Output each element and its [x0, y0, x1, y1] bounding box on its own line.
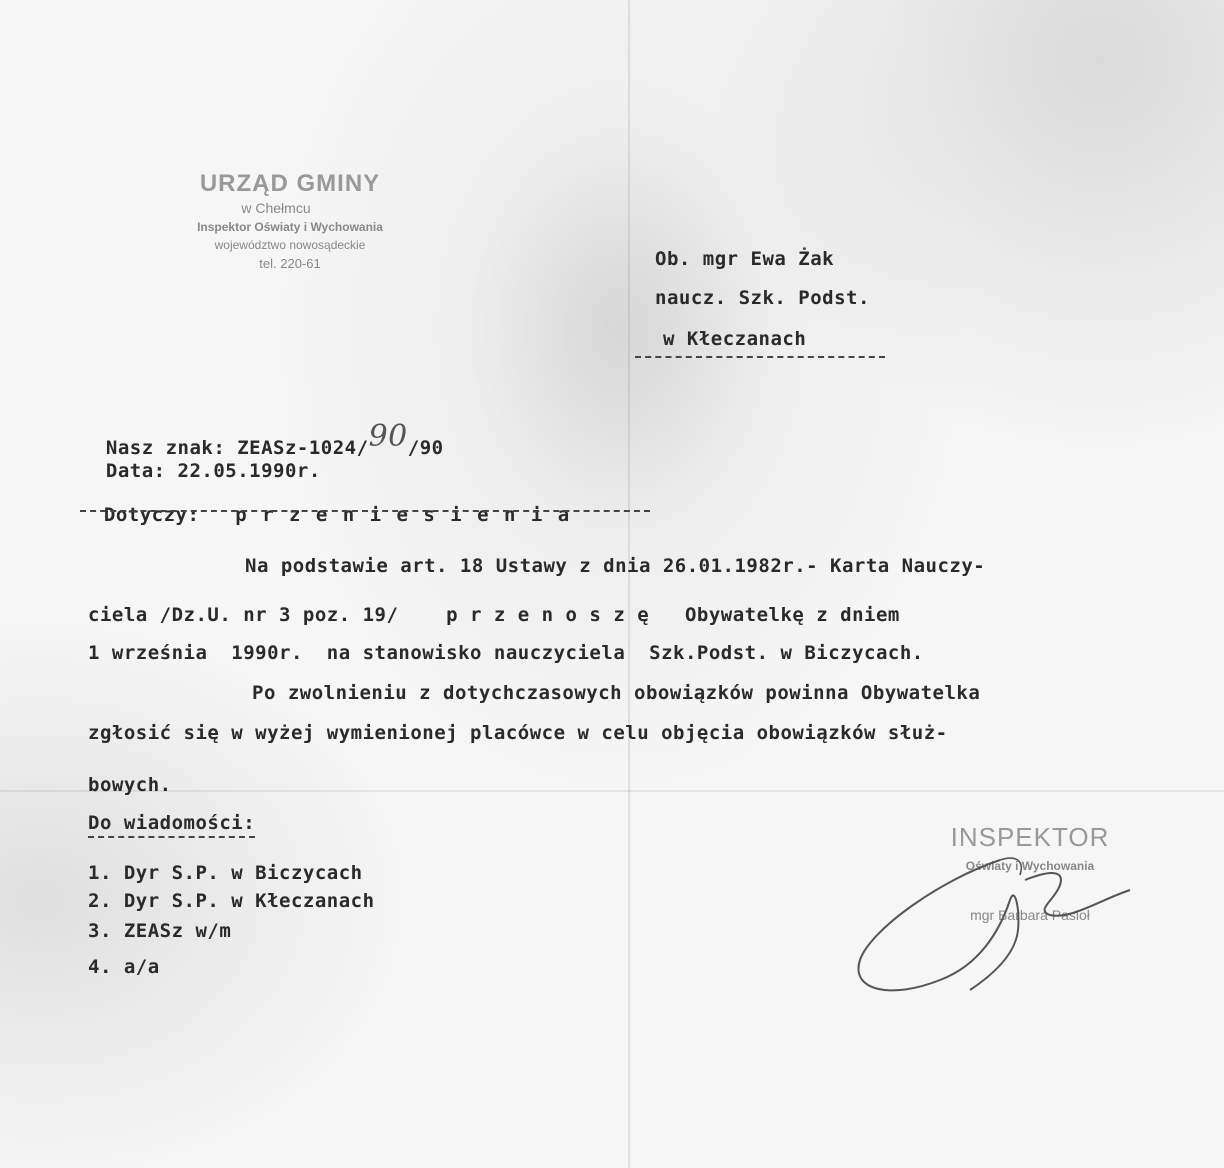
reference-prefix: ZEASz-1024/: [237, 437, 369, 459]
subject-value: p r z e n i e s i e n i a: [235, 504, 572, 526]
signature-subtitle: Oświaty i Wychowania: [965, 859, 1095, 873]
stamp-place: w Chełmcu: [241, 200, 311, 216]
cc-item-1: 1. Dyr S.P. w Biczycach: [88, 862, 363, 884]
body-p1-line1: Na podstawie art. 18 Ustawy z dnia 26.01.1982r.- Karta Nauczy-: [245, 555, 986, 577]
signature-name: mgr Barbara Pasioł: [970, 907, 1090, 923]
subject-underline: [80, 510, 650, 512]
date-value: 22.05.1990r.: [177, 460, 321, 482]
recipient-line-3: w Kłeczanach: [663, 328, 807, 350]
signature-title: INSPEKTOR: [950, 822, 1110, 852]
subject-line: [80, 482, 571, 526]
recipient-line-2: naucz. Szk. Podst.: [655, 287, 870, 309]
body-p2-line3: bowych.: [88, 774, 172, 796]
recipient-line-1: Ob. mgr Ewa Żak: [655, 248, 835, 270]
office-stamp: [160, 170, 420, 271]
cc-item-4: 4. a/a: [88, 956, 160, 978]
stamp-region: województwo nowosądeckie: [214, 238, 366, 252]
recipient-underline: [635, 356, 885, 358]
reference-handwritten: 90: [368, 419, 408, 454]
handwritten-signature: [850, 840, 1170, 1010]
reference-suffix: /90: [407, 437, 444, 459]
body-p2-line2: zgłosić się w wyżej wymienionej placówce w celu objęcia obowiązków służ-: [88, 722, 948, 744]
cc-label: Do wiadomości:: [88, 812, 255, 838]
body-p1-line3: 1 września 1990r. na stanowisko nauczyciela Szk.Podst. w Biczycach.: [88, 642, 924, 664]
stamp-office: URZĄD GMINY: [199, 170, 381, 197]
fold-line-vertical: [628, 0, 630, 1168]
body-p1-line2: ciela /Dz.U. nr 3 poz. 19/ p r z e n o s z ę Obywatelkę z dniem: [88, 604, 900, 626]
date-line: [82, 438, 321, 482]
fold-line-horizontal: [0, 790, 1224, 792]
stamp-phone: tel. 220-61: [259, 256, 321, 271]
cc-item-2: 2. Dyr S.P. w Kłeczanach: [88, 890, 375, 912]
cc-item-3: 3. ZEASz w/m: [88, 920, 232, 942]
subject-label: Dotyczy:: [103, 504, 200, 526]
body-p2-line1: Po zwolnieniu z dotychczasowych obowiązków powinna Obywatelka: [252, 682, 981, 704]
stamp-department: Inspektor Oświaty i Wychowania: [197, 220, 383, 234]
date-label: Data:: [105, 460, 166, 482]
reference-label: Nasz znak:: [105, 437, 226, 459]
